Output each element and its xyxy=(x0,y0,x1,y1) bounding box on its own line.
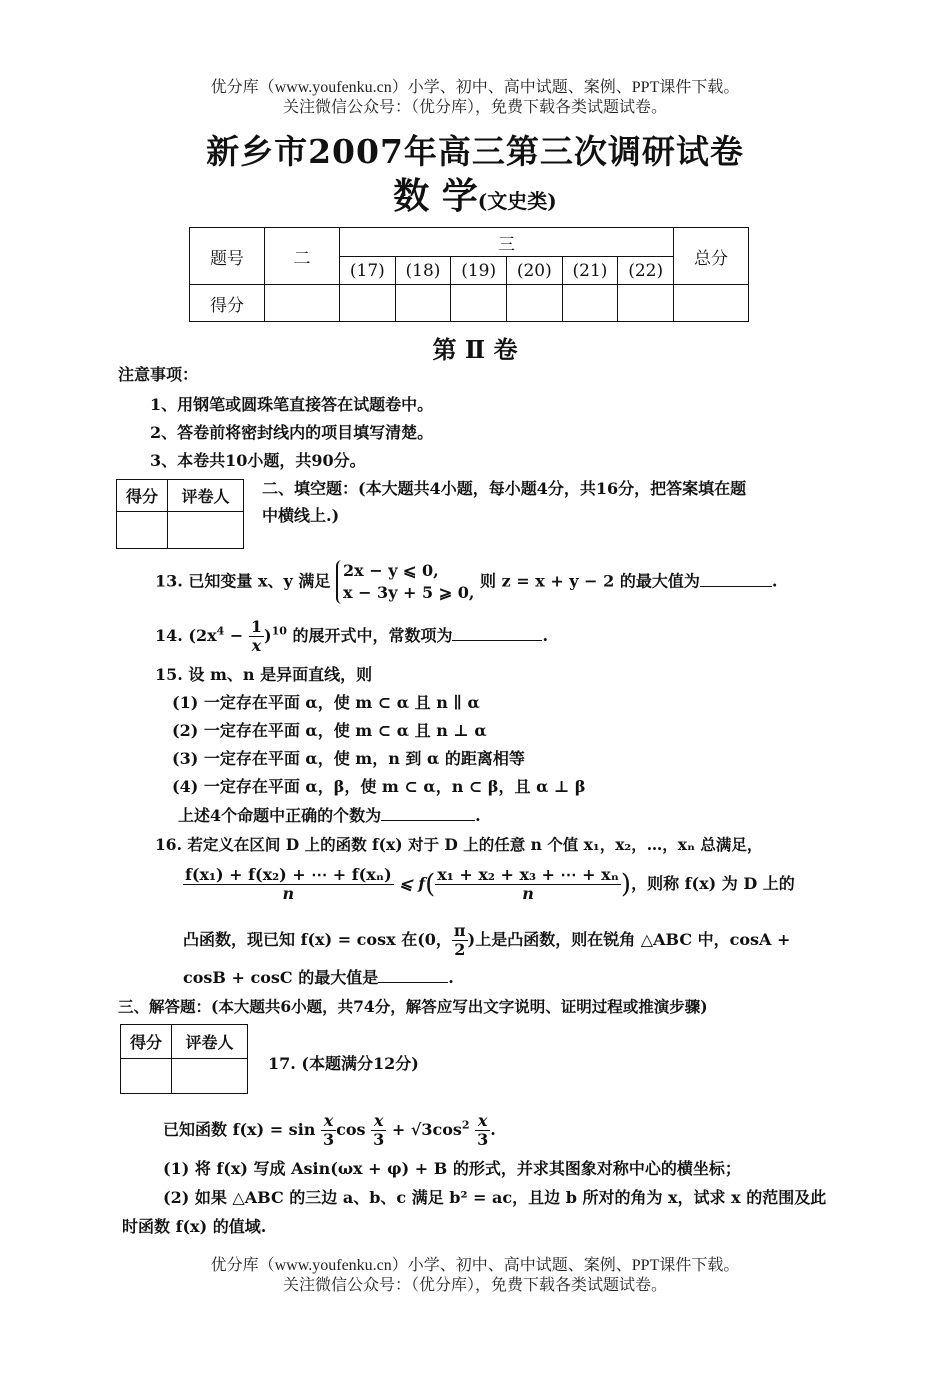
q17-frac3-den: 3 xyxy=(477,1130,489,1149)
q16-pi: π xyxy=(453,921,466,940)
q16-line-4 xyxy=(183,966,454,989)
grader2-name-label: 评卷人 xyxy=(172,1025,248,1059)
subject-name: 数 学 xyxy=(393,175,478,217)
q16-rhs-den: n xyxy=(522,884,534,903)
q13-suffix: 则 z = x + y − 2 的最大值为 xyxy=(480,571,700,591)
site-footer-line-2: 关注微信公众号：（优分库），免费下载各类试题试卷。 xyxy=(282,1277,667,1294)
q14-fraction xyxy=(249,618,264,655)
q13-constraint-system xyxy=(336,560,474,604)
q17-frac2-num: x xyxy=(371,1112,386,1131)
q14-suffix: 的展开式中，常数项为 xyxy=(286,626,453,645)
q13-answer-blank[interactable] xyxy=(700,570,772,587)
q17-frac-2 xyxy=(371,1112,386,1149)
score-table xyxy=(189,227,749,322)
q17-head: 17. (本题满分12分) xyxy=(268,1054,419,1073)
q16-period: . xyxy=(448,968,454,987)
col-q21: (21) xyxy=(562,257,618,285)
question-14 xyxy=(155,618,548,655)
notes-heading: 注意事项： xyxy=(118,365,199,384)
q16-after: ，则称 f(x) 为 D 上的 xyxy=(631,874,795,893)
q17-frac-3 xyxy=(475,1112,490,1149)
q13-period: . xyxy=(771,571,778,591)
site-header-line-1: 优分库（www.youfenku.cn）小学、初中、高中试题、案例、PPT课件下载。 xyxy=(210,79,740,96)
q17-part-2b: 时函数 f(x) 的值域. xyxy=(122,1217,267,1236)
grader2-name-cell xyxy=(172,1059,248,1094)
q15-item-3: (3) 一定存在平面 α，使 m，n 到 α 的距离相等 xyxy=(172,749,525,768)
site-footer-line-1: 优分库（www.youfenku.cn）小学、初中、高中试题、案例、PPT课件下载。 xyxy=(210,1257,740,1274)
q17-square: 2 xyxy=(461,1118,470,1132)
row-label-score: 得分 xyxy=(190,285,265,322)
row-label-number: 题号 xyxy=(190,228,265,285)
q16-lhs-fraction xyxy=(183,866,394,903)
q15-ask: 上述4个命题中正确的个数为 xyxy=(178,806,382,825)
q15-stem: 15. 设 m、n 是异面直线，则 xyxy=(155,665,373,684)
q17-part-1: (1) 将 f(x) 写成 Asin(ωx + φ) + B 的形式，并求其图象对称中心的横坐标； xyxy=(163,1159,741,1178)
q17-frac1-den: 3 xyxy=(322,1130,335,1149)
score-cell-q22 xyxy=(618,285,674,322)
q17-plus-sqrt: + √3cos xyxy=(391,1120,462,1139)
q17-frac3-num: x xyxy=(475,1112,490,1131)
note-item-3: 3、本卷共10小题，共90分。 xyxy=(150,451,366,470)
col-q20: (20) xyxy=(506,257,562,285)
score-cell-q19 xyxy=(451,285,507,322)
exam-subject xyxy=(0,168,950,219)
q17-function xyxy=(163,1112,496,1149)
q17-part-2a: (2) 如果 △ABC 的三边 a、b、c 满足 b² = ac，且边 b 所对的角为 x，试求 x 的范围及此 xyxy=(163,1188,827,1207)
q14-period: . xyxy=(542,626,549,645)
q15-period: . xyxy=(475,806,481,825)
q16-pi-fraction xyxy=(452,922,468,959)
q13-prefix: 13. 已知变量 x、y 满足 xyxy=(155,571,331,591)
q16-rhs-fraction xyxy=(435,866,621,903)
score-cell-q20 xyxy=(506,285,562,322)
q15-item-4: (4) 一定存在平面 α，β，使 m ⊂ α，n ⊂ β，且 α ⊥ β xyxy=(172,777,586,796)
volume-heading: 第 Ⅱ 卷 xyxy=(432,335,518,364)
col-total: 总分 xyxy=(674,228,749,285)
q13-constraint-1: 2x − y ⩽ 0, xyxy=(342,561,439,580)
q16-lhs-den: n xyxy=(282,884,295,903)
section-2-line-2: 中横线上.) xyxy=(262,506,340,525)
q17-frac-1 xyxy=(321,1112,336,1149)
q16-line-3 xyxy=(183,922,790,959)
q16-inequality xyxy=(183,866,795,903)
q14-minus: − xyxy=(224,626,249,645)
q15-item-2: (2) 一定存在平面 α，使 m ⊂ α 且 n ⊥ α xyxy=(172,721,487,740)
score-cell-q17 xyxy=(340,285,396,322)
q16-answer-blank[interactable] xyxy=(378,966,448,983)
q17-given-a: 已知函数 f(x) = sin xyxy=(163,1120,316,1139)
grader-name-label: 评卷人 xyxy=(168,480,244,512)
q15-answer-blank[interactable] xyxy=(381,804,475,821)
q16-line3-a: 凸函数，现已知 f(x) = cosx 在(0， xyxy=(183,930,452,949)
q16-lhs-num: f(x₁) + f(x₂) + ⋯ + f(xₙ) xyxy=(185,865,392,884)
grader-box-section-2 xyxy=(116,479,244,549)
grader-score-label: 得分 xyxy=(117,480,168,512)
q16-open-paren: ( xyxy=(425,869,436,900)
grader-name-cell xyxy=(168,512,244,549)
q14-exp-4: 4 xyxy=(216,624,225,638)
q16-line-1: 16. 若定义在区间 D 上的函数 f(x) 对于 D 上的任意 n 个值 x₁，x₂，…，xₙ 总满足， xyxy=(155,835,763,854)
q14-paren: ) xyxy=(264,626,272,645)
q15-item-1: (1) 一定存在平面 α，使 m ⊂ α 且 n ∥ α xyxy=(172,693,480,712)
col-q18: (18) xyxy=(395,257,451,285)
q17-dot: . xyxy=(490,1120,496,1139)
q14-frac-num: 1 xyxy=(250,617,262,636)
subject-category: (文史类) xyxy=(477,189,557,213)
note-item-1: 1、用钢笔或圆珠笔直接答在试题卷中。 xyxy=(150,395,434,414)
q17-cos: cos xyxy=(336,1120,366,1139)
q16-two: 2 xyxy=(454,940,466,959)
grader2-score-cell xyxy=(121,1059,172,1094)
q14-exp-10: 10 xyxy=(271,624,287,638)
score-cell-q21 xyxy=(562,285,618,322)
q16-close-paren: ) xyxy=(620,869,632,900)
col-q17: (17) xyxy=(340,257,396,285)
section-3-heading: 三、解答题：(本大题共6小题，共74分，解答应写出文字说明、证明过程或推演步骤) xyxy=(118,997,708,1016)
col-q19: (19) xyxy=(451,257,507,285)
q16-line3-b: )上是凸函数，则在锐角 △ABC 中，cosA + xyxy=(467,930,791,949)
score-cell-q18 xyxy=(395,285,451,322)
grader2-score-label: 得分 xyxy=(121,1025,172,1059)
note-item-2: 2、答卷前将密封线内的项目填写清楚。 xyxy=(150,423,434,442)
col-q22: (22) xyxy=(618,257,674,285)
section-2-line-1: 二、填空题：(本大题共4小题，每小题4分，共16分，把答案填在题 xyxy=(262,479,747,498)
exam-title: 新乡市2007年高三第三次调研试卷 xyxy=(206,132,744,171)
q14-prefix: 14. (2x xyxy=(155,626,217,645)
grader-score-cell xyxy=(117,512,168,549)
q14-answer-blank[interactable] xyxy=(452,624,542,641)
question-13 xyxy=(155,560,777,604)
q14-frac-den: x xyxy=(251,636,262,655)
q16-line4-text: cosB + cosC 的最大值是 xyxy=(183,968,379,987)
grader-box-q17 xyxy=(120,1024,248,1094)
q17-frac1-num: x xyxy=(321,1112,336,1131)
col-section-two: 二 xyxy=(265,228,340,285)
q17-frac2-den: 3 xyxy=(373,1130,385,1149)
col-section-three: 三 xyxy=(340,228,674,257)
q16-le: ⩽ f xyxy=(399,874,426,893)
site-header-line-2: 关注微信公众号：（优分库），免费下载各类试题试卷。 xyxy=(282,99,667,116)
question-15-ask xyxy=(178,804,481,827)
score-cell-two xyxy=(265,285,340,322)
q16-rhs-num: x₁ + x₂ + x₃ + ⋯ + xₙ xyxy=(437,865,619,884)
score-cell-total xyxy=(674,285,749,322)
q13-constraint-2: x − 3y + 5 ⩾ 0, xyxy=(342,583,475,602)
